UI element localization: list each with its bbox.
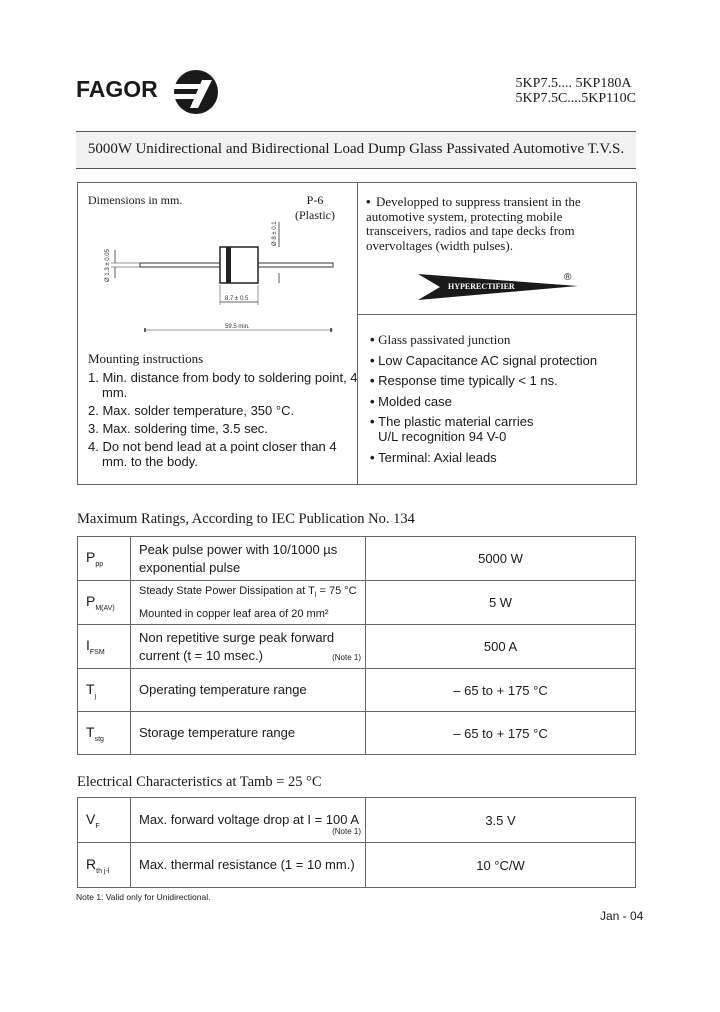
description-cell: Steady State Power Dissipation at $T_l = 75$ °C Mounted in copper leaf area of 20 mm² [131, 581, 366, 625]
feature-item: • Glass passivated junction [370, 332, 511, 347]
symbol-cell: $R_{th j-l}$ [78, 843, 131, 888]
bullet-icon: • [370, 393, 379, 409]
max-ratings-table [77, 536, 636, 755]
package-type: (Plastic) [295, 208, 335, 222]
feature-item: • The plastic material carries U/L recognition 94 V-0 [370, 414, 534, 444]
feature-list [370, 332, 632, 470]
value-cell: – 65 to + 175 °C [366, 669, 636, 712]
symbol-cell: $P_{M(AV)}$ [78, 581, 131, 625]
symbol-cell: $I_{FSM}$ [78, 625, 131, 669]
feature-item: • Molded case [370, 393, 452, 409]
hyperectifier-text: HYPERECTIFIER [448, 282, 515, 291]
bullet-icon: • [370, 352, 379, 368]
description-cell: Max. forward voltage drop at I = 100 A (Note 1) [131, 798, 366, 843]
footnote: Note 1: Valid only for Unidirectional. [76, 892, 211, 902]
table-row [78, 581, 636, 625]
bullet-icon: • [366, 194, 371, 209]
symbol-cell: $T_j$ [78, 669, 131, 712]
table-row [78, 798, 636, 843]
note-reference: (Note 1) [332, 653, 361, 662]
mounting-item: 2. Max. solder temperature, 350 °C. [88, 403, 295, 418]
bullet-icon: • [370, 449, 379, 465]
package-code: P-6 [306, 193, 324, 207]
body-diameter-dim: Ø 8 ± 0.1 [272, 221, 278, 246]
symbol-cell: $T_{stg}$ [78, 712, 131, 755]
feature-item: • Terminal: Axial leads [370, 449, 497, 465]
brand-name: FAGOR [76, 76, 158, 102]
mounting-item: 4. Do not bend lead at a point closer than 4 mm. to the body. [88, 439, 337, 469]
fagor-logo-mark-icon [172, 70, 220, 114]
symbol-cell: $V_F$ [78, 798, 131, 843]
value-cell: 3.5 V [366, 798, 636, 843]
table-row [78, 625, 636, 669]
value-cell: 500 A [366, 625, 636, 669]
value-cell: 5 W [366, 581, 636, 625]
hyperectifier-badge [418, 270, 588, 304]
lead-diameter-dim: Ø 1.3 ± 0.05 [105, 249, 111, 282]
document-title-bar [76, 131, 636, 169]
value-cell: – 65 to + 175 °C [366, 712, 636, 755]
revision-date: Jan - 04 [600, 909, 644, 923]
bullet-icon: • [370, 373, 379, 388]
note-reference: (Note 1) [332, 827, 361, 836]
table-row [78, 537, 636, 581]
part-range-unidirectional: 5KP7.5.... 5KP180A [515, 76, 632, 91]
feature-item: • Low Capacitance AC signal protection [370, 352, 598, 368]
body-length-dim: 8.7 ± 0.5 [225, 296, 249, 302]
mounting-instructions-list [88, 370, 358, 472]
feature-item: • Response time typically < 1 ns. [370, 373, 558, 388]
description-cell: Max. thermal resistance (1 = 10 mm.) [131, 843, 366, 888]
bullet-icon: • [370, 414, 379, 429]
description-cell: Non repetitive surge peak forward current (t = 10 msec.) (Note 1) [131, 625, 366, 669]
bullet-icon: • [370, 332, 379, 347]
table-row [78, 843, 636, 888]
description-cell: Storage temperature range [131, 712, 366, 755]
package-outline-diagram [95, 210, 345, 340]
dimensions-label: Dimensions in mm. [88, 193, 183, 207]
document-title: 5000W Unidirectional and Bidirectional Load Dump Glass Passivated Automotive T.V.S. [87, 141, 625, 157]
electrical-characteristics-title: Electrical Characteristics at Tamb = 25 °C [77, 774, 322, 790]
registered-mark: ® [564, 272, 572, 283]
fagor-logo [76, 70, 226, 114]
part-range-bidirectional: 5KP7.5C....5KP110C [515, 91, 636, 106]
device-description-text: Developped to suppress transient in the automotive system, protecting mobile transceivers, radios and tape decks from overvoltages (width pulses). [366, 194, 581, 253]
electrical-characteristics-table [77, 797, 636, 888]
total-length-dim: 59.5 min. [225, 324, 250, 330]
description-cell: Peak pulse power with 10/1000 µs exponential pulse [131, 537, 366, 581]
mounting-item: 3. Max. soldering time, 3.5 sec. [88, 421, 268, 436]
value-cell: 10 °C/W [366, 843, 636, 888]
symbol-cell: $P_{pp}$ [78, 537, 131, 581]
max-ratings-title: Maximum Ratings, According to IEC Publication No. 134 [77, 511, 415, 527]
part-number-range [516, 76, 636, 106]
value-cell: 5000 W [366, 537, 636, 581]
description-cell: Operating temperature range [131, 669, 366, 712]
mounting-instructions-title: Mounting instructions [88, 351, 204, 366]
device-description [366, 195, 628, 253]
table-row [78, 712, 636, 755]
table-row [78, 669, 636, 712]
info-divider-horizontal [357, 314, 636, 315]
mounting-item: 1. Min. distance from body to soldering point, 4 mm. [88, 370, 358, 400]
